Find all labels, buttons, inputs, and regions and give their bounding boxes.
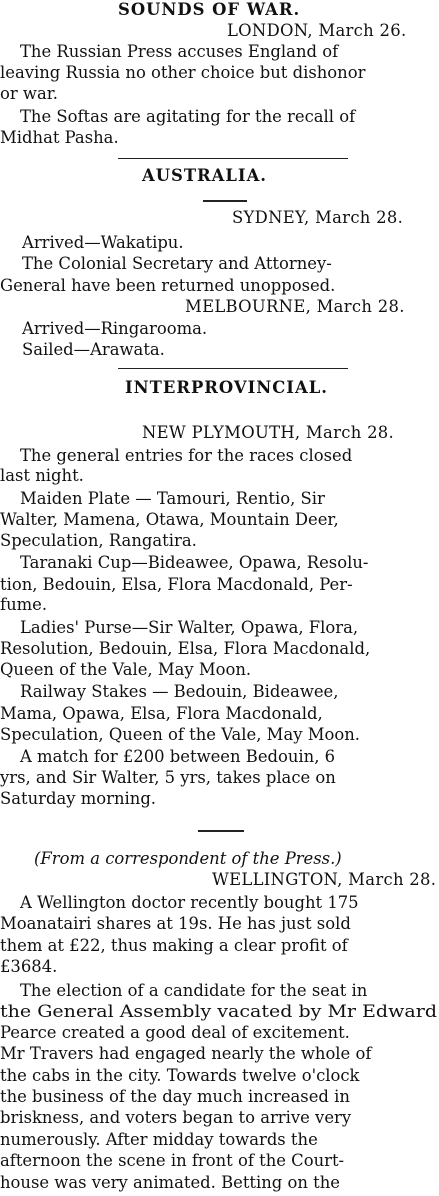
heading-text: AUSTRALIA. bbox=[142, 166, 267, 185]
line-text: Taranaki Cup—Bideawee, Opawa, Resolu- bbox=[20, 553, 369, 572]
line-text: Maiden Plate — Tamouri, Rentio, Sir bbox=[20, 489, 325, 508]
text-line bbox=[0, 725, 439, 746]
text-line bbox=[0, 1044, 439, 1065]
text-line bbox=[0, 618, 439, 639]
line-text: last night. bbox=[0, 466, 84, 485]
text-line bbox=[0, 553, 439, 574]
text-line bbox=[0, 531, 439, 552]
dateline-text: NEW PLYMOUTH, March 28. bbox=[142, 423, 395, 442]
dateline-text: LONDON, March 26. bbox=[227, 21, 407, 40]
text-line bbox=[0, 595, 439, 616]
text-line bbox=[0, 466, 439, 487]
text-line bbox=[0, 981, 439, 1002]
line-text: yrs, and Sir Walter, 5 yrs, takes place on bbox=[0, 768, 336, 787]
line-text: The Softas are agitating for the recall of bbox=[20, 107, 356, 126]
line-text: £3684. bbox=[0, 957, 58, 976]
line-text: Ladies' Purse—Sir Walter, Opawa, Flora, bbox=[20, 618, 359, 637]
line-text: A match for £200 between Bedouin, 6 bbox=[20, 747, 336, 766]
text-line bbox=[0, 128, 439, 149]
section-heading-australia bbox=[0, 166, 439, 187]
line-text: briskness, and voters began to arrive very bbox=[0, 1108, 352, 1127]
text-line bbox=[0, 254, 439, 275]
section-divider bbox=[118, 158, 348, 159]
text-line bbox=[0, 704, 439, 725]
line-text: the General Assembly vacated by Mr Edward bbox=[0, 1002, 437, 1021]
line-text: Speculation, Rangatira. bbox=[0, 531, 197, 550]
text-line bbox=[0, 575, 439, 596]
dateline-text: WELLINGTON, March 28. bbox=[212, 870, 437, 889]
dateline-wellington bbox=[0, 870, 439, 891]
line-text: Walter, Mamena, Otawa, Mountain Deer, bbox=[0, 510, 339, 529]
line-text: Midhat Pasha. bbox=[0, 128, 119, 147]
line-text: house was very animated. Betting on the bbox=[0, 1173, 340, 1192]
line-text: Mr Travers had engaged nearly the whole of bbox=[0, 1044, 372, 1063]
dateline-melbourne bbox=[0, 297, 439, 318]
section-divider bbox=[118, 368, 348, 369]
text-line bbox=[0, 682, 439, 703]
line-text: The election of a candidate for the seat in bbox=[20, 981, 368, 1000]
line-text: Arrived—Wakatipu. bbox=[22, 233, 184, 252]
text-line bbox=[0, 660, 439, 681]
line-text: General have been returned unopposed. bbox=[0, 276, 336, 295]
byline bbox=[0, 849, 439, 870]
text-line bbox=[0, 489, 439, 510]
dateline-text: MELBOURNE, March 28. bbox=[185, 297, 405, 316]
text-line bbox=[0, 1066, 439, 1087]
heading-text: INTERPROVINCIAL. bbox=[125, 378, 328, 397]
line-text: them at £22, thus making a clear profit of bbox=[0, 936, 348, 955]
line-text: Queen of the Vale, May Moon. bbox=[0, 660, 252, 679]
text-line bbox=[0, 1002, 439, 1023]
dateline-text: SYDNEY, March 28. bbox=[232, 208, 404, 227]
line-text: fume. bbox=[0, 595, 48, 614]
line-text: Pearce created a good deal of excitement. bbox=[0, 1023, 350, 1042]
line-text: Moanatairi shares at 19s. He has just sold bbox=[0, 914, 351, 933]
text-line bbox=[0, 233, 439, 254]
line-text: or war. bbox=[0, 84, 58, 103]
line-text: Saturday morning. bbox=[0, 789, 157, 808]
short-dash-rule bbox=[198, 830, 244, 832]
short-dash-rule bbox=[203, 200, 247, 202]
text-line bbox=[0, 936, 439, 957]
line-text: the business of the day much increased in bbox=[0, 1087, 350, 1106]
line-text: The general entries for the races closed bbox=[20, 446, 353, 465]
text-line bbox=[0, 340, 439, 361]
text-line bbox=[0, 789, 439, 810]
text-line bbox=[0, 1151, 439, 1172]
text-line bbox=[0, 747, 439, 768]
text-line bbox=[0, 1108, 439, 1129]
line-text: tion, Bedouin, Elsa, Flora Macdonald, Per- bbox=[0, 575, 353, 594]
text-line bbox=[0, 768, 439, 789]
text-line bbox=[0, 1173, 439, 1194]
line-text: Sailed—Arawata. bbox=[22, 340, 165, 359]
heading-text: SOUNDS OF WAR. bbox=[118, 0, 301, 19]
text-line bbox=[0, 914, 439, 935]
text-line bbox=[0, 510, 439, 531]
line-text: Resolution, Bedouin, Elsa, Flora Macdonald, bbox=[0, 639, 371, 658]
text-line bbox=[0, 63, 439, 84]
line-text: Arrived—Ringarooma. bbox=[22, 319, 208, 338]
dateline-sydney bbox=[0, 208, 439, 229]
line-text: Mama, Opawa, Elsa, Flora Macdonald, bbox=[0, 704, 323, 723]
byline-text: (From a correspondent of the Press.) bbox=[34, 849, 342, 868]
dateline-london bbox=[0, 21, 439, 42]
text-line bbox=[0, 639, 439, 660]
text-line bbox=[0, 319, 439, 340]
text-line bbox=[0, 446, 439, 467]
text-line bbox=[0, 107, 439, 128]
line-text: Speculation, Queen of the Vale, May Moon. bbox=[0, 725, 360, 744]
text-line bbox=[0, 276, 439, 297]
line-text: afternoon the scene in front of the Court- bbox=[0, 1151, 345, 1170]
line-text: leaving Russia no other choice but dishonor bbox=[0, 63, 366, 82]
line-text: The Colonial Secretary and Attorney- bbox=[22, 254, 332, 273]
text-line bbox=[0, 1023, 439, 1044]
line-text: Railway Stakes — Bedouin, Bideawee, bbox=[20, 682, 339, 701]
line-text: A Wellington doctor recently bought 175 bbox=[20, 893, 359, 912]
text-line bbox=[0, 1130, 439, 1151]
section-heading-interprovincial bbox=[0, 378, 439, 399]
dateline-new-plymouth bbox=[0, 423, 439, 444]
text-line bbox=[0, 1087, 439, 1108]
text-line bbox=[0, 84, 439, 105]
section-heading-sounds-of-war bbox=[0, 0, 439, 21]
text-line bbox=[0, 42, 439, 63]
line-text: the cabs in the city. Towards twelve o'clock bbox=[0, 1066, 360, 1085]
line-text: The Russian Press accuses England of bbox=[20, 42, 339, 61]
line-text: numerously. After midday towards the bbox=[0, 1130, 318, 1149]
text-line bbox=[0, 957, 439, 978]
text-line bbox=[0, 893, 439, 914]
